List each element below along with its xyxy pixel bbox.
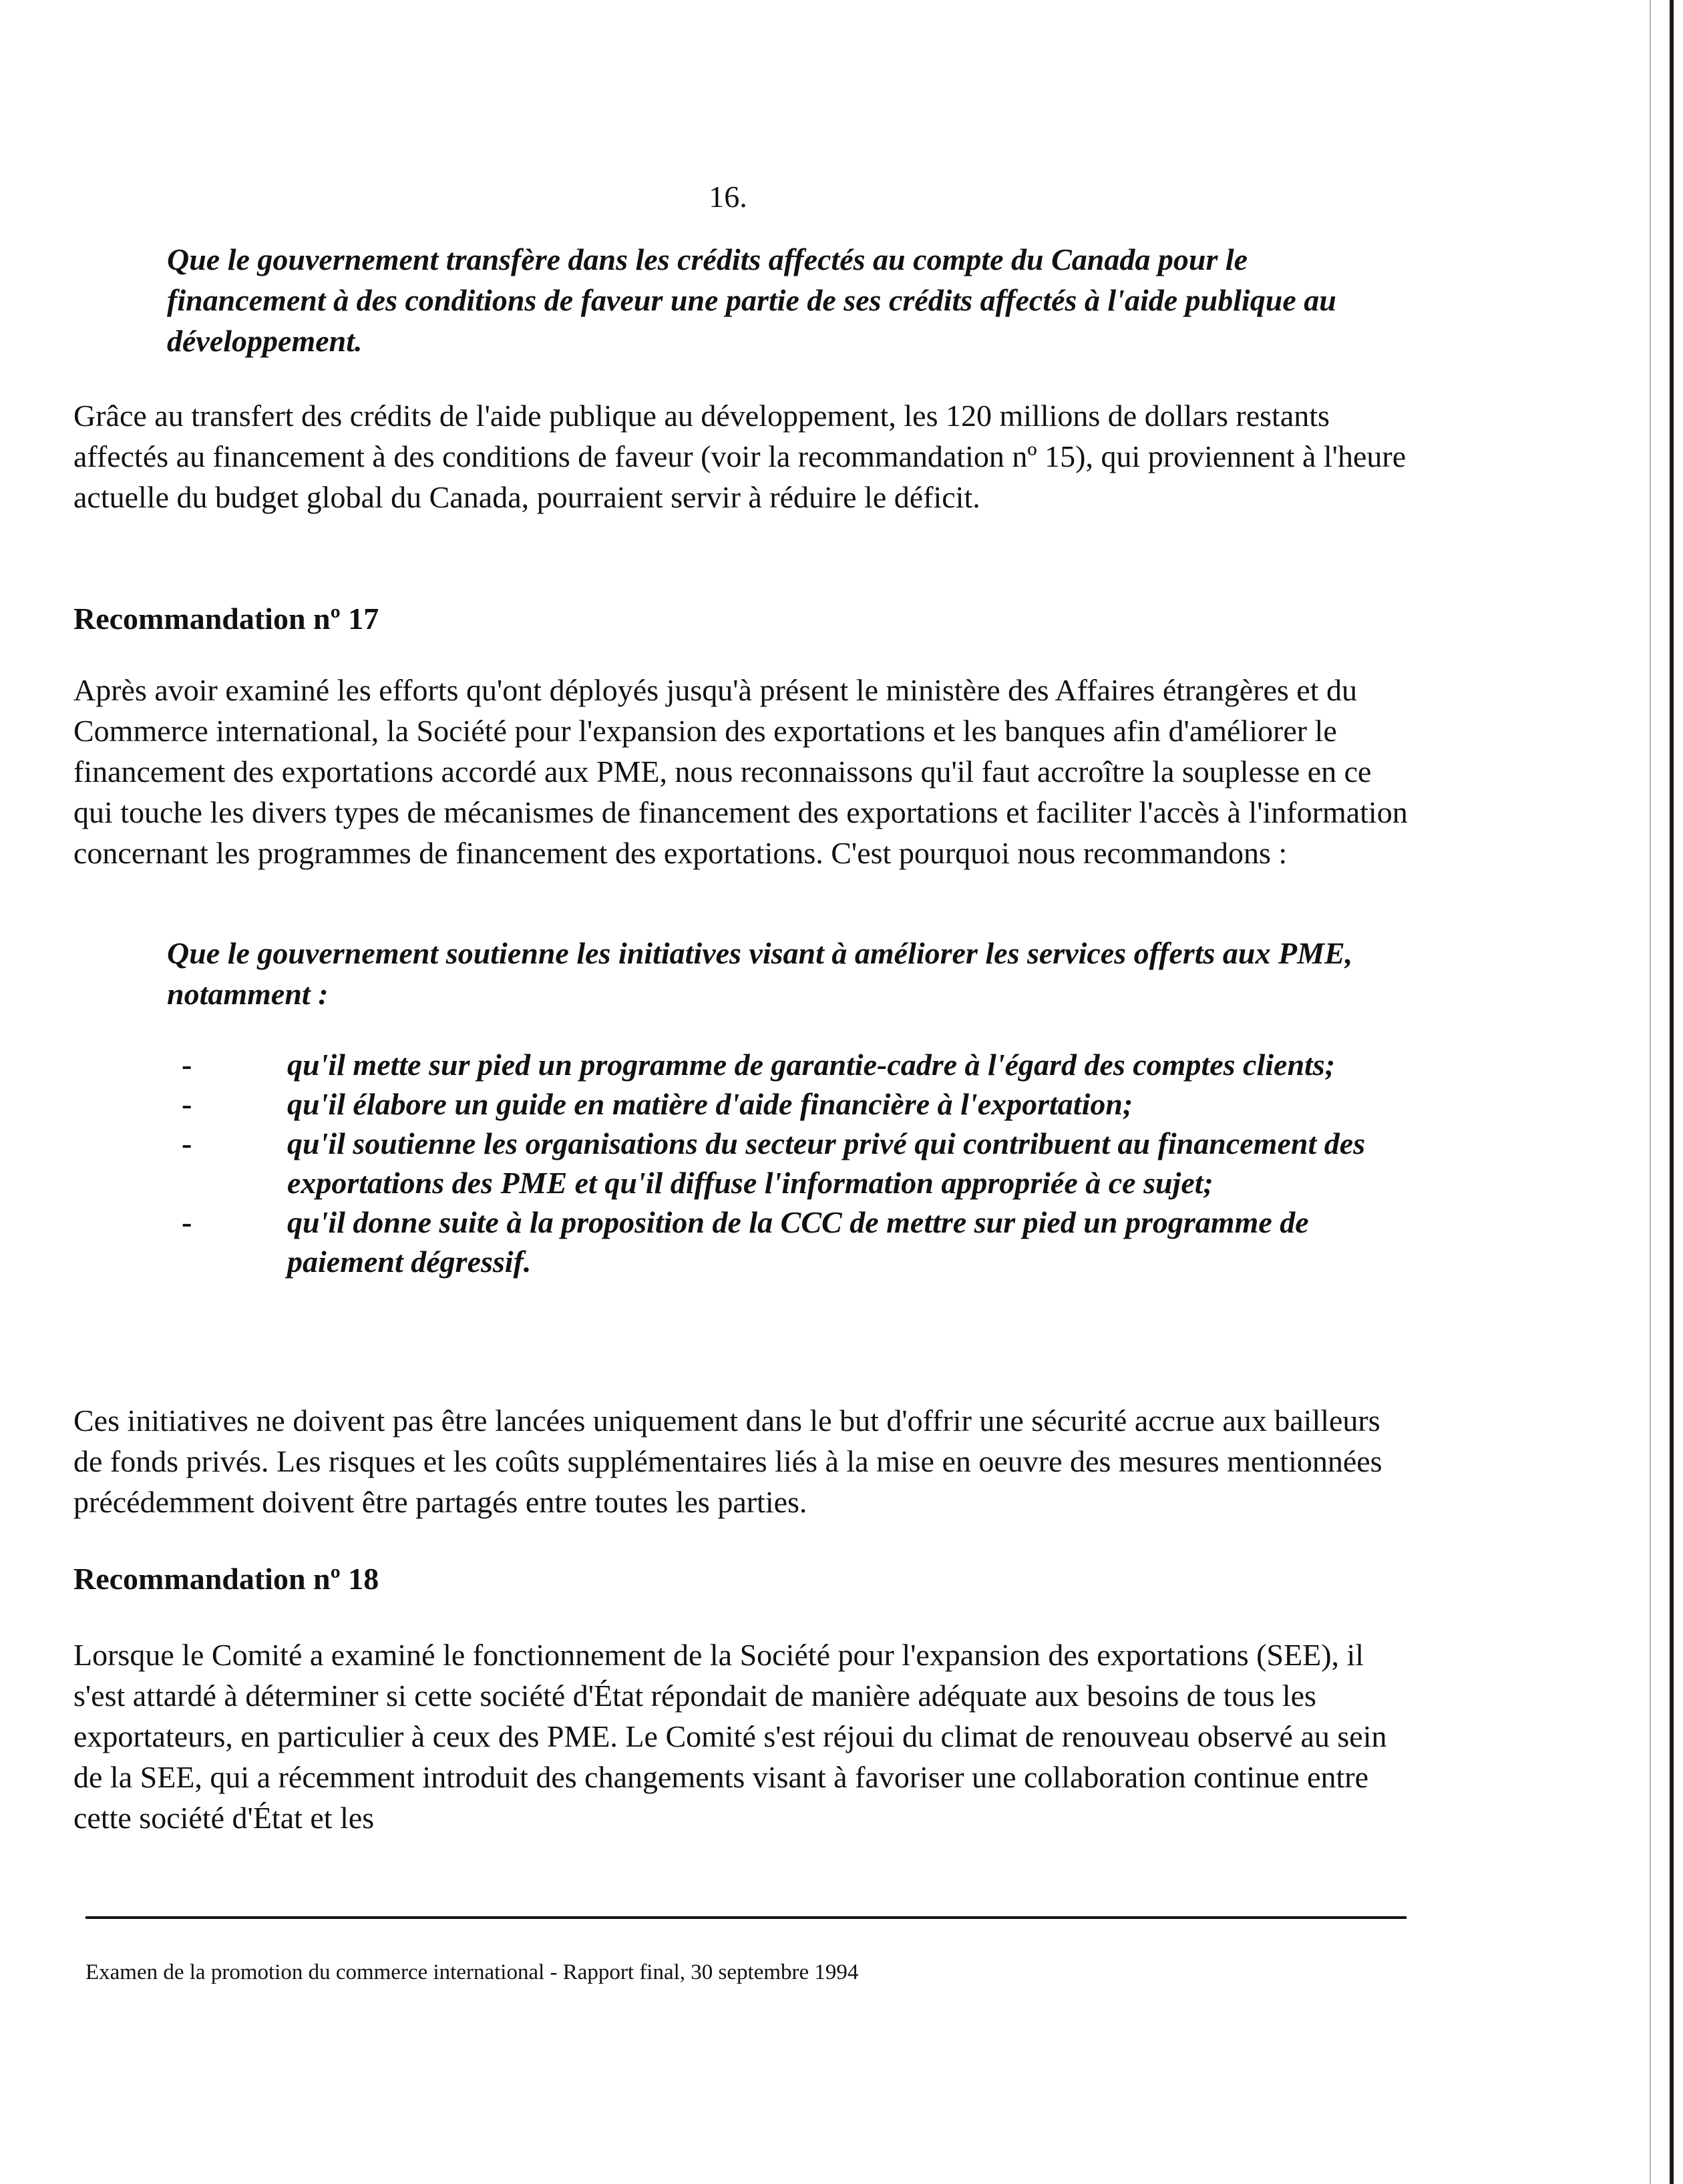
footer-divider xyxy=(85,1916,1407,1919)
page-number: 16. xyxy=(709,180,747,214)
bullet-dash: - xyxy=(182,1048,192,1082)
paragraph-see-review: Lorsque le Comité a examiné le fonctionnement de la Société pour l'expansion des exportations (SEE), il s'est attardé à déterminer si cette société d'État répondait de manière adéquate aux besoins de tous les exportateurs, en particulier à ceux des PME. Le Comité s'est réjoui du climat de renouveau observé au sein de la SEE, qui a récemment introduit des changements visant à favoriser une collaboration continue entre cette société d'État et les xyxy=(73,1638,1387,1835)
list-item-text: qu'il élabore un guide en matière d'aide financière à l'exportation; xyxy=(287,1087,1133,1121)
list-item xyxy=(167,1045,1396,1084)
bullet-dash: - xyxy=(182,1126,192,1160)
heading-recommendation-18: Recommandation nº 18 xyxy=(73,1562,379,1596)
list-item-text: qu'il soutienne les organisations du secteur privé qui contribuent au financement des exportations des PME et qu'il diffuse l'information appropriée à ce sujet; xyxy=(287,1126,1366,1200)
recommendation-17-list xyxy=(167,1045,1396,1281)
recommendation-17-intro: Que le gouvernement soutienne les initiatives visant à améliorer les services offerts aux PME, notamment : xyxy=(167,936,1353,1011)
paragraph-export-financing: Après avoir examiné les efforts qu'ont déployés jusqu'à présent le ministère des Affaires étrangères et du Commerce international, la Société pour l'expansion des exportations et les banques afin d'améliorer le financement des exportations accordé aux PME, nous reconnaissons qu'il faut accroître la souplesse en ce qui touche les divers types de mécanismes de financement des exportations et faciliter l'accès à l'information concernant les programmes de financement des exportations. C'est pourquoi nous recommandons : xyxy=(73,673,1408,870)
page-edge-shadow xyxy=(1670,0,1674,2184)
list-item xyxy=(167,1124,1396,1203)
page-edge-line xyxy=(1650,0,1651,2184)
recommendation-16-text: Que le gouvernement transfère dans les crédits affectés au compte du Canada pour le financement à des conditions de faveur une partie de ses crédits affectés à l'aide publique au développement. xyxy=(167,242,1336,358)
paragraph-risk-sharing: Ces initiatives ne doivent pas être lancées uniquement dans le but d'offrir une sécurité accrue aux bailleurs de fonds privés. Les risques et les coûts supplémentaires liés à la mise en oeuvre des mesures mentionnées précédemment doivent être partagés entre toutes les parties. xyxy=(73,1403,1382,1519)
list-item xyxy=(167,1084,1396,1124)
list-item-text: qu'il mette sur pied un programme de garantie-cadre à l'égard des comptes clients; xyxy=(287,1048,1336,1082)
list-item xyxy=(167,1203,1396,1281)
list-item-text: qu'il donne suite à la proposition de la CCC de mettre sur pied un programme de paiement dégressif. xyxy=(287,1205,1309,1279)
paragraph-transfer-credits: Grâce au transfert des crédits de l'aide publique au développement, les 120 millions de dollars restants affectés au financement à des conditions de faveur (voir la recommandation nº 15), qui proviennent à l'heure actuelle du budget global du Canada, pourraient servir à réduire le déficit. xyxy=(73,399,1407,514)
bullet-dash: - xyxy=(182,1087,192,1121)
footer-report-title: Examen de la promotion du commerce international - Rapport final, 30 septembre 1994 xyxy=(85,1960,859,1984)
bullet-dash: - xyxy=(182,1205,192,1239)
heading-recommendation-17: Recommandation nº 17 xyxy=(73,602,379,636)
